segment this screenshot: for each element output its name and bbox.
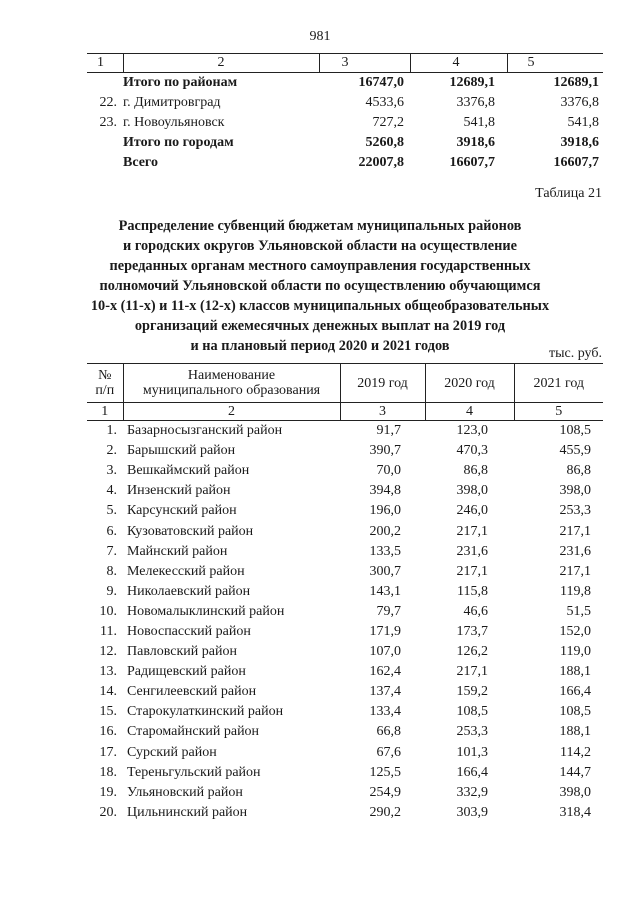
row-number: 6. xyxy=(106,523,117,539)
municipality-name: Сурский район xyxy=(127,744,217,760)
value-2019: 727,2 xyxy=(372,115,404,130)
value-2020: 173,7 xyxy=(456,623,488,639)
value-2021: 114,2 xyxy=(560,744,591,760)
row-number: 15. xyxy=(99,704,117,720)
municipality-name: Итого по городам xyxy=(123,135,234,150)
value-2021: 217,1 xyxy=(559,523,591,539)
municipality-name: Барышский район xyxy=(127,443,236,459)
table-row xyxy=(87,501,603,521)
value-2021: 86,8 xyxy=(566,463,591,479)
value-2020: 246,0 xyxy=(456,503,488,519)
row-number: 17. xyxy=(99,744,117,760)
table-row xyxy=(87,722,603,742)
total-row xyxy=(87,133,603,153)
row-number: 12. xyxy=(99,644,117,660)
row-number: 3. xyxy=(106,463,117,479)
table-row xyxy=(87,562,603,582)
heading-line: и городских округов Ульяновской области на осуществление xyxy=(123,238,517,254)
value-2019: 390,7 xyxy=(369,443,401,459)
value-2019: 107,0 xyxy=(369,644,401,660)
municipality-name: Павловский район xyxy=(127,644,237,660)
value-2021: 231,6 xyxy=(559,543,591,559)
table-row xyxy=(87,113,603,133)
row-number: 19. xyxy=(99,784,117,800)
table-row xyxy=(87,803,603,823)
row-number: 14. xyxy=(99,684,117,700)
table-row xyxy=(87,521,603,541)
row-number xyxy=(87,73,123,94)
value-2020: 470,3 xyxy=(456,443,488,459)
value-2021: 119,8 xyxy=(560,583,591,599)
value-2020: 332,9 xyxy=(456,784,488,800)
row-number: 5. xyxy=(106,503,117,519)
value-2021: 108,5 xyxy=(559,423,591,439)
row-number: 11. xyxy=(100,623,117,639)
municipality-name: Вешкаймский район xyxy=(127,463,250,479)
municipality-name: Майнский район xyxy=(127,543,228,559)
row-number xyxy=(87,153,123,173)
municipality-name: Инзенский район xyxy=(127,483,231,499)
municipality-name: Радищевский район xyxy=(127,664,246,680)
value-2019: 79,7 xyxy=(376,603,401,619)
row-number: 4. xyxy=(106,483,117,499)
value-2020: 101,3 xyxy=(456,744,488,760)
value-2019: 133,4 xyxy=(369,704,401,720)
value-2019: 394,8 xyxy=(369,483,401,499)
municipality-name: г. Димитровград xyxy=(123,95,221,110)
table-row xyxy=(87,582,603,602)
row-number: 10. xyxy=(99,603,117,619)
units-label: тыс. руб. xyxy=(549,346,602,361)
value-2019: 4533,6 xyxy=(365,95,404,110)
value-2021: 188,1 xyxy=(559,664,591,680)
row-number: 22. xyxy=(99,95,117,110)
value-2019: 125,5 xyxy=(369,764,401,780)
value-2021: 253,3 xyxy=(559,503,591,519)
header-2019: 2019 год xyxy=(340,364,425,403)
column-number: 5 xyxy=(514,403,603,421)
value-2019: 162,4 xyxy=(369,664,401,680)
value-2021: 217,1 xyxy=(559,563,591,579)
continuation-table xyxy=(87,53,603,173)
heading-line: организаций ежемесячных денежных выплат на 2019 год xyxy=(134,318,506,334)
heading-line: и на плановый период 2020 и 2021 годов xyxy=(190,338,450,354)
value-2019: 66,8 xyxy=(376,724,401,740)
value-2020: 86,8 xyxy=(463,463,488,479)
value-2021: 144,7 xyxy=(559,764,591,780)
table-row xyxy=(87,642,603,662)
value-2021: 119,0 xyxy=(560,644,591,660)
row-number: 8. xyxy=(106,563,117,579)
value-2020: 12689,1 xyxy=(449,75,495,90)
header-name xyxy=(123,364,340,403)
value-2020: 3376,8 xyxy=(456,95,495,110)
table-row xyxy=(87,702,603,722)
column-number: 2 xyxy=(123,403,340,421)
heading-line: полномочий Ульяновской области по осуществлению обучающимся xyxy=(99,278,541,294)
value-2019: 171,9 xyxy=(369,623,401,639)
table-row xyxy=(87,783,603,803)
municipality-name: Тереньгульский район xyxy=(127,764,261,780)
value-2021: 152,0 xyxy=(559,623,591,639)
value-2019: 67,6 xyxy=(376,744,401,760)
column-number: 1 xyxy=(87,403,123,421)
table-row xyxy=(87,602,603,622)
value-2020: 217,1 xyxy=(456,523,488,539)
value-2019: 137,4 xyxy=(369,684,401,700)
table-row xyxy=(87,763,603,783)
value-2020: 217,1 xyxy=(456,664,488,680)
table-label: Таблица 21 xyxy=(535,186,602,201)
value-2020: 115,8 xyxy=(457,583,488,599)
municipality-name: Сенгилеевский район xyxy=(127,684,257,700)
value-2020: 166,4 xyxy=(456,764,488,780)
municipality-name: Итого по районам xyxy=(123,75,238,90)
table-row xyxy=(87,622,603,642)
value-2019: 143,1 xyxy=(369,583,401,599)
heading-line: 10-х (11-х) и 11-х (12-х) классов муниципальных общеобразовательных xyxy=(90,298,550,314)
value-2020: 398,0 xyxy=(456,483,488,499)
value-2021: 398,0 xyxy=(559,784,591,800)
municipality-name: Карсунский район xyxy=(127,503,237,519)
value-2021: 3376,8 xyxy=(560,95,599,110)
table-header-row xyxy=(87,364,603,403)
value-2020: 303,9 xyxy=(456,804,488,820)
municipality-name: Базарносызганский район xyxy=(127,423,283,439)
value-2021: 108,5 xyxy=(559,704,591,720)
row-number: 9. xyxy=(106,583,117,599)
row-number: 13. xyxy=(99,664,117,680)
value-2021: 3918,6 xyxy=(560,135,599,150)
value-2019: 290,2 xyxy=(369,804,401,820)
value-2020: 217,1 xyxy=(456,563,488,579)
row-number: 1. xyxy=(106,423,117,439)
column-number: 4 xyxy=(425,403,514,421)
value-2020: 16607,7 xyxy=(449,155,495,170)
row-number: 16. xyxy=(99,724,117,740)
municipality-name: Николаевский район xyxy=(127,583,251,599)
row-number xyxy=(87,133,123,153)
value-2020: 108,5 xyxy=(456,704,488,720)
value-2020: 253,3 xyxy=(456,724,488,740)
value-2021: 318,4 xyxy=(559,804,591,820)
column-number-row xyxy=(87,403,603,421)
table-row xyxy=(87,743,603,763)
column-number: 1 xyxy=(87,54,123,73)
header-no-line2: п/п xyxy=(95,383,115,398)
municipality-name: Старокулаткинский район xyxy=(127,704,284,720)
municipality-name: Цильнинский район xyxy=(127,804,248,820)
table-row xyxy=(87,421,603,442)
value-2019: 196,0 xyxy=(369,503,401,519)
municipality-name: Старомайнский район xyxy=(127,724,260,740)
table-row xyxy=(87,441,603,461)
municipality-name: г. Новоульяновск xyxy=(123,115,225,130)
header-no-line1: № xyxy=(98,368,112,383)
header-no xyxy=(87,364,123,403)
row-number: 20. xyxy=(99,804,117,820)
column-number: 2 xyxy=(123,54,319,73)
value-2019: 5260,8 xyxy=(365,135,404,150)
row-number: 23. xyxy=(99,115,117,130)
value-2020: 126,2 xyxy=(456,644,488,660)
value-2019: 91,7 xyxy=(376,423,401,439)
table-row xyxy=(87,542,603,562)
value-2021: 455,9 xyxy=(559,443,591,459)
value-2019: 300,7 xyxy=(369,563,401,579)
column-number: 5 xyxy=(507,54,603,73)
row-number: 2. xyxy=(106,443,117,459)
table-row xyxy=(87,461,603,481)
value-2020: 46,6 xyxy=(463,603,488,619)
value-2020: 3918,6 xyxy=(456,135,495,150)
table-row xyxy=(87,662,603,682)
table-heading xyxy=(0,216,640,356)
row-number: 7. xyxy=(106,543,117,559)
value-2021: 12689,1 xyxy=(553,75,599,90)
value-2020: 159,2 xyxy=(456,684,488,700)
total-row xyxy=(87,153,603,173)
total-row xyxy=(87,73,603,94)
value-2019: 22007,8 xyxy=(358,155,404,170)
value-2020: 541,8 xyxy=(463,115,495,130)
distribution-table xyxy=(87,363,603,823)
heading-line: переданных органам местного самоуправления государственных xyxy=(109,258,531,274)
municipality-name: Кузоватовский район xyxy=(127,523,254,539)
header-2021: 2021 год xyxy=(514,364,603,403)
value-2021: 166,4 xyxy=(559,684,591,700)
value-2019: 70,0 xyxy=(376,463,401,479)
value-2021: 541,8 xyxy=(567,115,599,130)
column-number: 4 xyxy=(410,54,507,73)
column-number: 3 xyxy=(340,403,425,421)
value-2019: 200,2 xyxy=(369,523,401,539)
table-row xyxy=(87,93,603,113)
municipality-name: Мелекесский район xyxy=(127,563,245,579)
value-2021: 398,0 xyxy=(559,483,591,499)
municipality-name: Ульяновский район xyxy=(127,784,243,800)
municipality-name: Новоспасский район xyxy=(127,623,251,639)
value-2020: 231,6 xyxy=(456,543,488,559)
page-number: 981 xyxy=(309,29,331,44)
municipality-name: Всего xyxy=(123,155,158,170)
column-number: 3 xyxy=(319,54,410,73)
value-2019: 16747,0 xyxy=(358,75,404,90)
value-2019: 254,9 xyxy=(369,784,401,800)
header-name-line1: Наименование xyxy=(187,368,276,383)
column-number-row xyxy=(87,54,603,73)
table-row xyxy=(87,682,603,702)
header-name-line2: муниципального образования xyxy=(142,383,321,398)
header-2020: 2020 год xyxy=(425,364,514,403)
municipality-name: Новомалыклинский район xyxy=(127,603,285,619)
heading-line: Распределение субвенций бюджетам муниципальных районов xyxy=(118,218,522,234)
value-2021: 16607,7 xyxy=(553,155,599,170)
table-row xyxy=(87,481,603,501)
value-2021: 51,5 xyxy=(566,603,591,619)
value-2020: 123,0 xyxy=(456,423,488,439)
value-2021: 188,1 xyxy=(559,724,591,740)
value-2019: 133,5 xyxy=(369,543,401,559)
row-number: 18. xyxy=(99,764,117,780)
